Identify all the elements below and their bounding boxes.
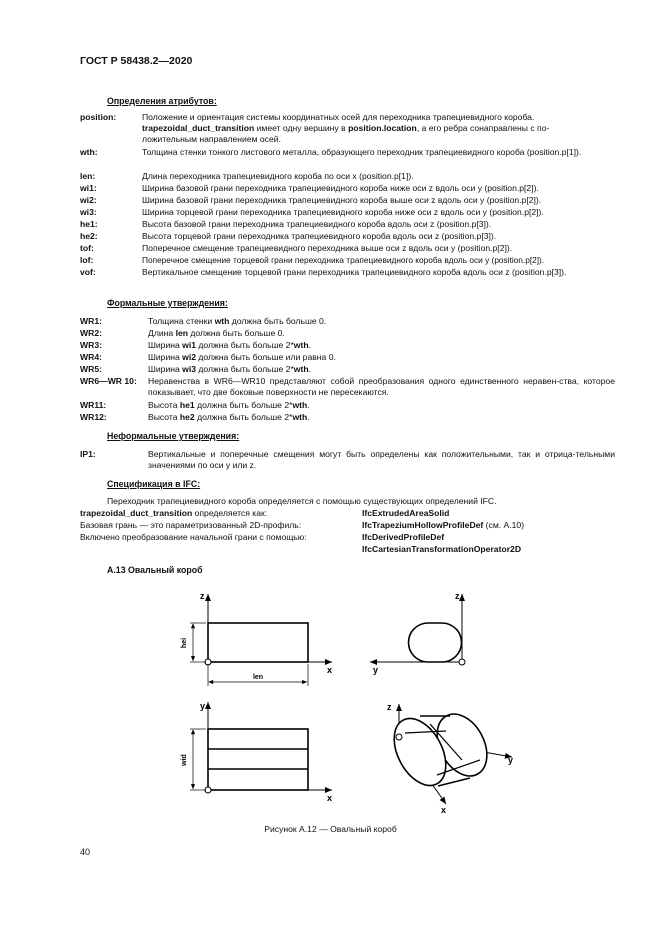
attr-term: position: [80,112,117,122]
plan-view-xy [181,701,332,803]
figure-caption: Рисунок А.12 — Овальный короб [264,824,397,834]
attr-definition: Ширина базовой грани переходника трапециевидного короба выше оси z вдоль оси y (position.p[2]). [142,195,542,205]
axis-label-z: z [455,591,460,601]
attr-term: vof: [80,267,96,277]
ifc-row-right: IfcCartesianTransformationOperator2D [362,544,522,554]
page-number: 40 [80,847,91,857]
end-view-yz [370,591,465,675]
rule-label: WR1: [80,316,102,326]
side-view-xz [181,591,332,686]
ifc-row-left: trapezoidal_duct_transition определяется как: [80,508,268,518]
axis-label-z: z [200,591,205,601]
ifc-row-left: Включено преобразование начальной грани с помощью: [80,532,307,542]
rule-text: Ширина wi1 должна быть больше 2*wth. [148,340,311,350]
rule-text: Длина len должна быть больше 0. [148,328,285,338]
attr-term: tof: [80,243,94,253]
attr-definition: Высота торцевой грани переходника трапециевидного короба вдоль оси z (position.p[3]). [142,231,497,241]
rule-text: Ширина wi2 должна быть больше или равна 0. [148,352,336,362]
rule-label: WR4: [80,352,102,362]
axis-label-y: y [508,755,514,765]
attr-definition: Ширина базовой грани переходника трапециевидного короба ниже оси z вдоль оси y (position.p[2]). [142,183,539,193]
document-header: ГОСТ Р 58438.2—2020 [80,55,193,67]
attr-definition: Поперечное смещение торцевой грани переходника трапециевидного короба вдоль оси y (position.p[2]). [142,255,545,265]
rule-text: Вертикальные и поперечные смещения могут быть определены как положительными, так и отрица-тельными значениями по оси y или z. [148,449,615,471]
attr-term: len: [80,171,96,181]
axis-label-x: x [327,793,333,803]
ifc-row-right: IfcExtrudedAreaSolid [362,508,450,518]
attr-term: wi2: [80,195,97,205]
attr-definition: Толщина стенки тонкого листового металла, образующего переходник трапециевидного короба (position.p[1]). [142,147,582,157]
ifc-row-left: Базовая грань — это параметризованный 2D-профиль: [80,520,302,530]
rule-label: WR6—WR 10: [80,376,137,386]
axis-label-y: y [373,665,379,675]
attr-definition: Ширина торцевой грани переходника трапециевидного короба ниже оси z вдоль оси y (position.p[2]). [142,207,544,217]
attr-term: he1: [80,219,98,229]
axis-label-x: x [327,665,333,675]
isometric-view [384,702,513,815]
axis-label-z: z [387,702,392,712]
axis-label-y: y [200,701,206,711]
attr-term: wth: [80,147,98,157]
rule-text: Высота he2 должна быть больше 2*wth. [148,412,310,422]
rule-label: WR2: [80,328,102,338]
attr-term: lof: [80,255,94,265]
attr-definition: Положение и ориентация системы координатных осей для переходника трапециевидного короба. trapezoidal_duct_transition имеет одну вершину в position.location, а его ребра сонаправлены с по- ложительным направлением осей. [142,112,550,145]
attr-term: wi1: [80,183,97,193]
dim-label-wid: wid [181,754,188,766]
rule-label: WR12: [80,412,107,422]
attr-definition: Длина переходника трапециевидного короба по оси x (position.p[1]). [142,171,414,181]
rule-label: WR11: [80,400,107,410]
attr-definition: Вертикальное смещение торцевой грани переходника трапециевидного короба вдоль оси z (position.p[3]). [142,267,567,277]
rule-text: Высота he1 должна быть больше 2*wth. [148,400,310,410]
attr-term: wi3: [80,207,97,217]
rule-label: WR3: [80,340,102,350]
rule-text: Ширина wi3 должна быть больше 2*wth. [148,364,311,374]
ifc-section-heading: Спецификация в IFC: [107,479,201,489]
dim-label-len: len [252,674,264,681]
attr-definition: Поперечное смещение трапециевидного переходника выше оси z вдоль оси y (position.p[2]). [142,243,513,253]
rule-label: IP1: [80,449,96,459]
attr-definition: Высота базовой грани переходника трапециевидного короба вдоль оси z (position.p[3]). [142,219,492,229]
rule-text: Толщина стенки wth должна быть больше 0. [148,316,327,326]
dim-label-hei: hei [181,637,188,649]
informal-section-heading: Неформальные утверждения: [107,431,240,441]
attr-term: he2: [80,231,98,241]
axis-label-x: x [441,805,447,815]
attr-section-heading: Определения атрибутов: [107,96,217,106]
ifc-intro: Переходник трапециевидного короба определяется с помощью существующих определений IFC. [107,496,497,506]
ifc-row-right: IfcDerivedProfileDef [362,532,445,542]
rule-text: Неравенства в WR6—WR10 представляют собой преобразования одного единственного неравен-ства, которое показывает, что две боковые поверхности не пересекаются. [148,376,615,398]
ifc-row-right: IfcTrapeziumHollowProfileDef (см. А.10) [362,520,525,530]
subsection-title: А.13 Овальный короб [107,565,203,575]
formal-section-heading: Формальные утверждения: [107,298,228,308]
rule-label: WR5: [80,364,102,374]
